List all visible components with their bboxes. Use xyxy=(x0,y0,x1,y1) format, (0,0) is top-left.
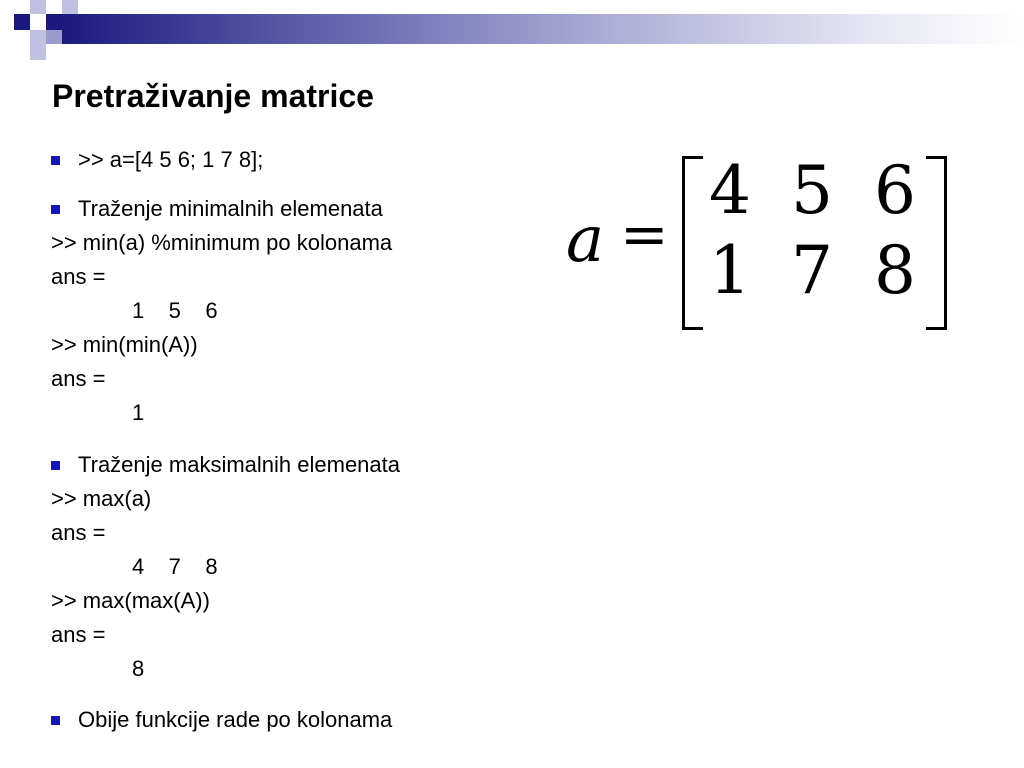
code-line: >> min(min(A)) xyxy=(51,332,198,357)
decor-square xyxy=(46,30,62,44)
bullet-text: Traženje minimalnih elemenata xyxy=(78,196,383,221)
bullet-marker xyxy=(51,716,60,725)
right-bracket xyxy=(926,156,947,330)
decor-square xyxy=(62,0,78,14)
decor-square xyxy=(30,44,46,60)
bullet-marker xyxy=(51,205,60,214)
decor-square xyxy=(30,0,46,14)
matrix-equation xyxy=(560,148,960,328)
bullet-marker xyxy=(51,461,60,470)
code-line: >> max(a) xyxy=(51,486,152,511)
code-line: >> max(max(A)) xyxy=(51,588,210,613)
decor-square xyxy=(46,14,62,30)
slide-title: Pretraživanje matrice xyxy=(52,78,374,114)
matrix-cell: 4 xyxy=(709,152,751,229)
matrix-cell: 7 xyxy=(791,232,833,309)
code-line: ans = xyxy=(51,264,106,289)
code-output: 4 7 8 xyxy=(132,554,218,579)
matrix-cell: 1 xyxy=(709,232,751,309)
bullet-text: Obije funkcije rade po kolonama xyxy=(78,707,393,732)
code-output: 1 xyxy=(132,400,145,425)
code-output: 8 xyxy=(132,656,145,681)
matrix-variable: a xyxy=(566,203,605,277)
matrix-cell: 8 xyxy=(874,232,916,309)
bullet-text: >> a=[4 5 6; 1 7 8]; xyxy=(78,147,264,172)
decor-square xyxy=(30,30,46,44)
decor-square xyxy=(14,14,30,30)
equals-sign: = xyxy=(620,200,669,268)
bullet-text: Traženje maksimalnih elemenata xyxy=(78,452,400,477)
code-line: ans = xyxy=(51,622,106,647)
code-line: ans = xyxy=(51,366,106,391)
matrix-cell: 6 xyxy=(874,152,916,229)
code-line: >> min(a) %minimum po kolonama xyxy=(51,230,393,255)
bullet-marker xyxy=(51,156,60,165)
code-output: 1 5 6 xyxy=(132,298,218,323)
code-line: ans = xyxy=(51,520,106,545)
matrix-cell: 5 xyxy=(791,152,833,229)
header-gradient-bar xyxy=(60,14,1024,44)
